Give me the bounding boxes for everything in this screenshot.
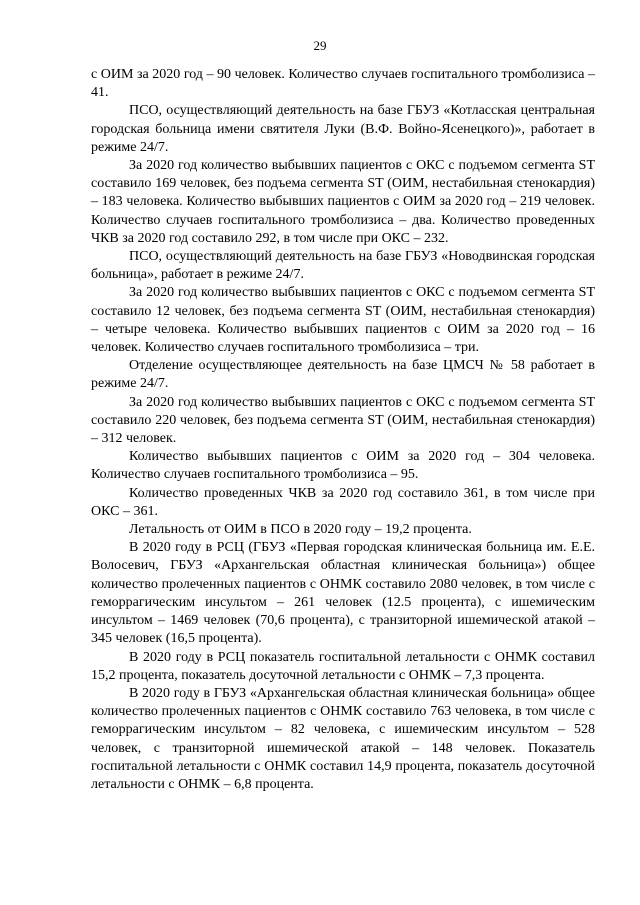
paragraph-9: Количество проведенных ЧКВ за 2020 год составило 361, в том числе при ОКС – 361. [91, 485, 595, 519]
page-number: 29 [313, 38, 327, 53]
document-body [91, 66, 595, 794]
paragraph-7: За 2020 год количество выбывших пациентов с ОКС с подъемом сегмента ST составило 220 человек, без подъема сегмента ST (ОИМ, нестабильная стенокардия) – 312 человек. [91, 394, 595, 447]
paragraph-3: За 2020 год количество выбывших пациентов с ОКС с подъемом сегмента ST составило 169 человек, без подъема сегмента ST (ОИМ, нестабильная стенокардия) – 183 человека. Количество выбывших пациентов с ОИМ за 2020 год – 219 человек. Количество случаев госпитального тромболизиса – два. Количество проведенных ЧКВ за 2020 год составило 292, в том числе при ОКС – 232. [91, 158, 595, 246]
paragraph-10: Летальность от ОИМ в ПСО в 2020 году – 19,2 процента. [129, 522, 472, 538]
paragraph-8: Количество выбывших пациентов с ОИМ за 2020 год – 304 человека. Количество случаев госпитального тромболизиса – 95. [91, 449, 595, 483]
paragraph-1: с ОИМ за 2020 год – 90 человек. Количество случаев госпитального тромболизиса – 41. [91, 67, 595, 101]
paragraph-6: Отделение осуществляющее деятельность на базе ЦМСЧ № 58 работает в режиме 24/7. [91, 358, 595, 392]
paragraph-13: В 2020 году в ГБУЗ «Архангельская областная клиническая больница» общее количество пролеченных пациентов с ОНМК составило 763 человека, в том числе с геморрагическим инсультом – 82 человека, с ишемическим инсультом – 528 человек, с транзиторной ишемической атакой – 148 человек. Показатель госпитальной летальности с ОНМК составил 14,9 процента, показатель досуточной летальности с ОНМК – 6,8 процента. [91, 685, 595, 792]
paragraph-5: За 2020 год количество выбывших пациентов с ОКС с подъемом сегмента ST составило 12 человек, без подъема сегмента ST (ОИМ, нестабильная стенокардия) – четыре человека. Количество выбывших пациентов с ОИМ за 2020 год – 16 человек. Количество случаев госпитального тромболизиса – три. [91, 285, 595, 356]
paragraph-4: ПСО, осуществляющий деятельность на базе ГБУЗ «Новодвинская городская больница», работает в режиме 24/7. [91, 249, 595, 283]
paragraph-11: В 2020 году в РСЦ (ГБУЗ «Первая городская клиническая больница им. Е.Е. Волосевич, ГБУЗ «Архангельская областная клиническая больница») общее количество пролеченных пациентов с ОНМК составило 2080 человек, в том числе с геморрагическим инсультом – 261 человек (12.5 процента), с ишемическим инсультом – 1469 человек (70,6 процента), с транзиторной ишемической атакой – 345 человек (16,5 процента). [91, 540, 595, 647]
paragraph-2: ПСО, осуществляющий деятельность на базе ГБУЗ «Котласская центральная городская больница имени святителя Луки (В.Ф. Войно-Ясенецкого)», работает в режиме 24/7. [91, 103, 595, 155]
paragraph-12: В 2020 году в РСЦ показатель госпитальной летальности с ОНМК составил 15,2 процента, показатель досуточной летальности с ОНМК – 7,3 процента. [91, 649, 595, 683]
